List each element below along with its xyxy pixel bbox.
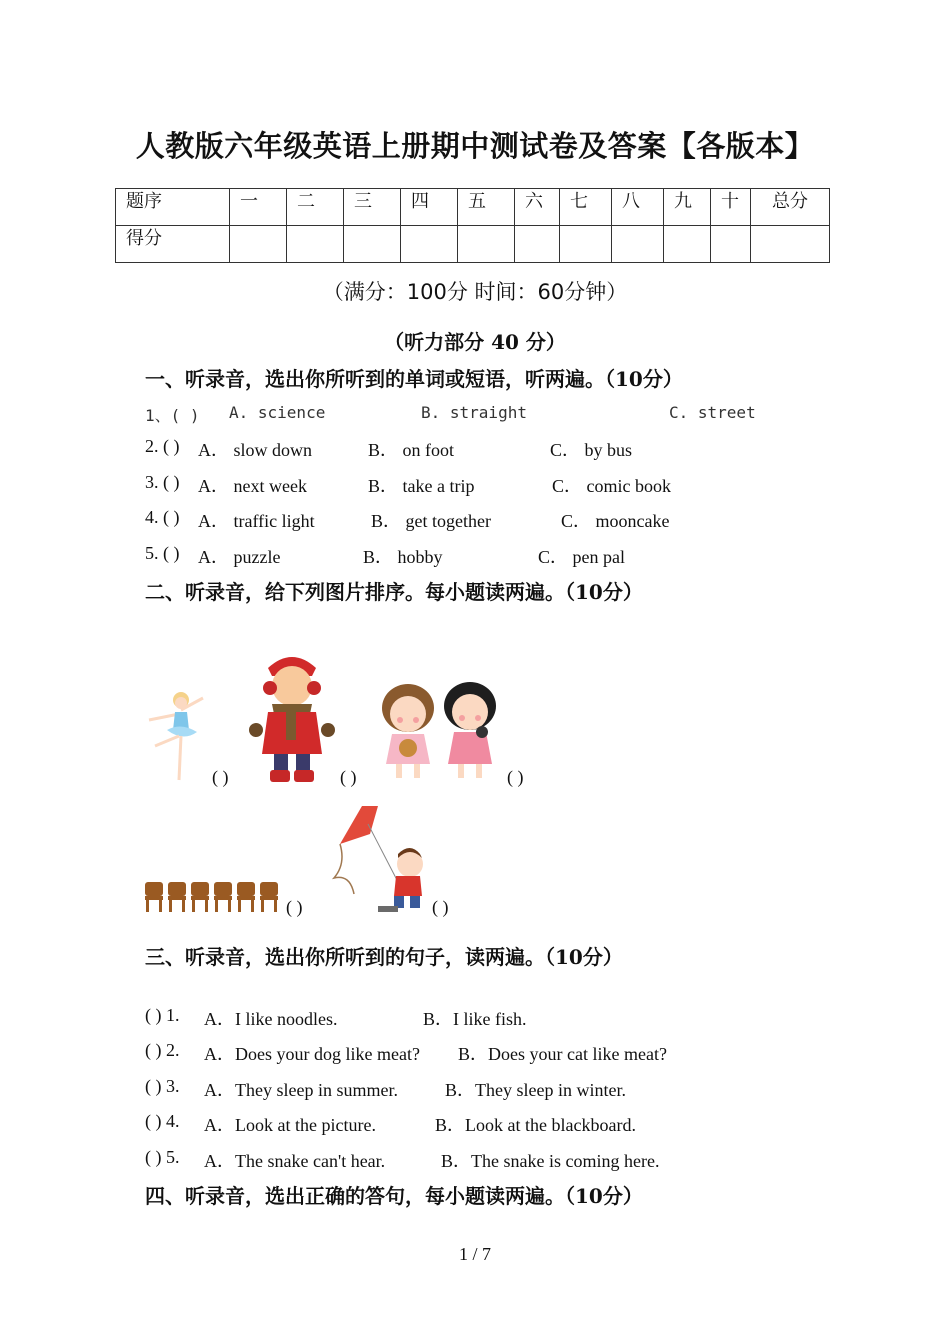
s2-paren-4[interactable]: ( ): [286, 897, 303, 917]
score-cell[interactable]: [458, 226, 515, 263]
cell-order-label: 题序: [116, 189, 230, 226]
s1-q3-num: 3. ( ): [145, 472, 180, 492]
s2-paren-2[interactable]: ( ): [340, 767, 357, 787]
ballerina-icon: [143, 686, 209, 784]
s1-q1-b: B. straight: [421, 403, 527, 422]
score-cell[interactable]: [230, 226, 287, 263]
s1-q2-a: A． slow down: [198, 440, 313, 460]
s1-q2-num: 2. ( ): [145, 436, 180, 456]
score-cell[interactable]: [751, 226, 830, 263]
page-title: 人教版六年级英语上册期中测试卷及答案【各版本】: [135, 129, 815, 163]
s1-q5-b: B． hobby: [363, 547, 443, 567]
s3-q2-a: A．Does your dog like meat?: [204, 1044, 420, 1064]
s1-q3-a: A． next week: [198, 476, 307, 496]
s2-paren-1[interactable]: ( ): [212, 767, 229, 787]
s1-q5-c: C． pen pal: [538, 547, 625, 567]
s1-q2-c: C． by bus: [550, 440, 633, 460]
s1-q1-a: A. science: [229, 403, 326, 422]
winter-boy-icon: [248, 646, 336, 784]
cell-4: 四: [401, 189, 458, 226]
section2-heading: 二、听录音，给下列图片排序。每小题读两遍。（10分）: [145, 580, 643, 604]
s1-q5-num: 5. ( ): [145, 543, 180, 563]
s1-q4-num: 4. ( ): [145, 507, 180, 527]
s3-q2-num: ( ) 2.: [145, 1040, 180, 1060]
s3-q1-num: ( ) 1.: [145, 1005, 180, 1025]
s1-q1-num: 1、( ): [145, 406, 200, 425]
score-table-score-row: [116, 226, 830, 263]
s1-q4-c: C． mooncake: [561, 511, 670, 531]
s3-q1-a: A．I like noodles.: [204, 1009, 338, 1029]
page-number: 1 / 7: [458, 1244, 491, 1264]
cell-3: 三: [344, 189, 401, 226]
s3-q5-b: B．The snake is coming here.: [441, 1151, 660, 1171]
two-girls-singing-icon: [376, 682, 502, 784]
cell-score-label: 得分: [116, 226, 230, 263]
s3-q3-b: B．They sleep in winter.: [445, 1080, 626, 1100]
cell-2: 二: [287, 189, 344, 226]
s3-q5-num: ( ) 5.: [145, 1147, 180, 1167]
kite-boy-icon: [320, 804, 430, 916]
s1-q1-c: C. street: [669, 403, 756, 422]
score-cell[interactable]: [664, 226, 711, 263]
section3-heading: 三、听录音，选出你所听到的句子，读两遍。（10分）: [145, 945, 623, 969]
score-cell[interactable]: [287, 226, 344, 263]
exam-meta: （满分：100分 时间：60分钟）: [322, 280, 628, 304]
cell-7: 七: [560, 189, 612, 226]
score-table-header-row: [116, 189, 830, 226]
section4-heading: 四、听录音，选出正确的答句，每小题读两遍。（10分）: [145, 1184, 643, 1208]
score-cell[interactable]: [711, 226, 751, 263]
s1-q3-b: B． take a trip: [368, 476, 475, 496]
s3-q4-num: ( ) 4.: [145, 1111, 180, 1131]
listening-part-label: （听力部分 40 分）: [384, 330, 566, 354]
score-table: [115, 188, 830, 263]
cell-6: 六: [515, 189, 560, 226]
cell-total: 总分: [751, 189, 830, 226]
s3-q4-b: B．Look at the blackboard.: [435, 1115, 636, 1135]
score-cell[interactable]: [560, 226, 612, 263]
s3-q3-num: ( ) 3.: [145, 1076, 180, 1096]
s1-q2-b: B． on foot: [368, 440, 455, 460]
score-cell[interactable]: [612, 226, 664, 263]
s1-q3-c: C． comic book: [552, 476, 671, 496]
chairs-icon: [143, 880, 283, 914]
s1-q4-a: A． traffic light: [198, 511, 315, 531]
cell-1: 一: [230, 189, 287, 226]
s3-q3-a: A．They sleep in summer.: [204, 1080, 398, 1100]
section1-heading: 一、听录音，选出你所听到的单词或短语，听两遍。（10分）: [145, 367, 683, 391]
cell-5: 五: [458, 189, 515, 226]
s1-q4-b: B． get together: [371, 511, 491, 531]
cell-9: 九: [664, 189, 711, 226]
cell-8: 八: [612, 189, 664, 226]
cell-10: 十: [711, 189, 751, 226]
score-cell[interactable]: [515, 226, 560, 263]
s2-paren-5[interactable]: ( ): [432, 897, 449, 917]
s1-q5-a: A． puzzle: [198, 547, 281, 567]
s2-paren-3[interactable]: ( ): [507, 767, 524, 787]
s3-q5-a: A．The snake can't hear.: [204, 1151, 386, 1171]
s3-q2-b: B．Does your cat like meat?: [458, 1044, 667, 1064]
score-cell[interactable]: [401, 226, 458, 263]
s3-q4-a: A．Look at the picture.: [204, 1115, 376, 1135]
score-cell[interactable]: [344, 226, 401, 263]
s3-q1-b: B．I like fish.: [423, 1009, 527, 1029]
